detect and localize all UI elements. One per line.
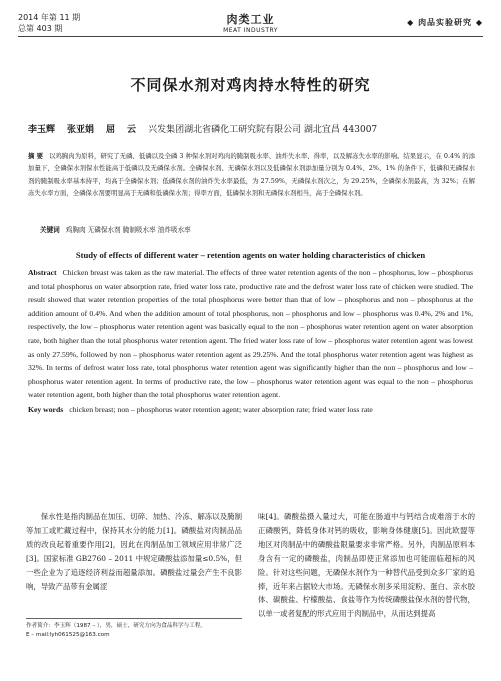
paper-title-en: Study of effects of different water – retention agents on water holding characteristics of chicken [75, 250, 426, 260]
body-paragraph-left: 保水性是指肉制品在加压、切碎、加热、冷冻、解冻以及腌制等加工或贮藏过程中，保持其水分的能力[1]。磷酸盐对肉制品品质的改良起着重要作用[2]，因此在肉制品加工领域应用非常广泛[3]。国家标准 GB2760 – 2011 中规定磷酸盐添加量≤0.5%，但一些企业为了追逐经济利益而超量添加。磷酸盐过量会产生不良影响，导致产品带有金属涩 [26, 512, 242, 591]
author-1: 李玉辉 [28, 125, 56, 135]
abstract-en-label: Abstract [28, 268, 57, 277]
issue-number: 2014 年第 11 期 [18, 13, 81, 22]
abstract-cn-text: 以鸡胸肉为原料，研究了无磷、低磷以及全磷 3 种保水剂对鸡肉的腌制吸水率、油炸失水率、得率，以及解冻失水率的影响。结果显示，在 0.4% 的添加量下，全磷保水剂保水性能高于低磷以及无磷保水剂。全磷保水剂、无磷保水剂以及低磷保水剂添加量分别为 0.4%、2%、1% 的条件下，低磷和无磷保水剂的腌制吸水率基本持平，均高于全磷保水剂；低磷保水剂的油炸失水率最低，为 27.59%，无磷保水剂次之，为 29.25%，全磷保水剂最高，为 32%；在解冻失水率方面，全磷保水剂要明显高于无磷和低磷保水剂；得率方面，低磷保水剂和无磷保水剂相当，高于全磷保水剂。 [28, 152, 475, 197]
running-header [14, 12, 487, 38]
author-2: 张亚娟 [67, 125, 95, 135]
keywords-cn-text: 鸡胸肉 无磷保水剂 腌制吸水率 油炸吸水率 [65, 226, 191, 234]
keywords-en-label: Key words [28, 404, 64, 414]
total-issue-number: 总第 403 期 [18, 24, 63, 33]
author-3b: 云 [127, 125, 137, 135]
keywords-en-text: chicken breast; non – phosphorus water retention agent; water absorption rate; fried water loss rate [69, 404, 373, 414]
header-divider [18, 36, 483, 37]
author-footnote: 作者简介：李玉辉（1987 – ），男，硕士，研究方向为食品科学与工程。 E – mail:lyh061525@163.com [26, 618, 242, 640]
abstract-en [28, 266, 473, 417]
section-label: ◆ 肉品实验研究 ◆ [407, 18, 483, 27]
author-3a: 屈 [106, 125, 116, 135]
body-column-left [26, 510, 242, 593]
keywords-en [28, 403, 473, 417]
body-paragraph-right: 味[4]。磷酸盐摄入量过大，可能在肠道中与钙结合成难溶于水的正磷酸钙，降低身体对钙的吸收，影响身体健康[5]。因此欧盟等地区对肉制品中的磷酸盐限量要求非常严格。另外，肉制品原料本身含有一定的磷酸盐，肉制品即使正常添加也可能面临超标的风险。针对这些问题，无磷保水剂作为一种替代品受到众多厂家的追捧，近年来占据较大市场。无磷保水剂多采用淀粉、蛋白、亲水胶体、碳酸盐、柠檬酸盐、食盐等作为传统磷酸盐保水剂的替代物，以单一或者复配的形式应用于肉制品中，从而达到提高 [258, 512, 475, 619]
keywords-cn [40, 224, 191, 234]
author-line [28, 122, 473, 135]
journal-name-en: MEAT INDUSTRY [223, 27, 278, 34]
abstract-cn [28, 150, 475, 199]
abstract-cn-label: 摘 要 [28, 152, 44, 160]
journal-name-cn: 肉类工业 [226, 13, 275, 26]
body-column-right [258, 510, 475, 621]
keywords-cn-label: 关键词 [40, 226, 60, 234]
paper-title: 不同保水剂对鸡肉持水特性的研究 [130, 76, 371, 94]
abstract-en-text: Chicken breast was taken as the raw material. The effects of three water retention agents of the non – phosphorus, low – phosphorus and total phosphorus on water absorption rate, fried water loss rate, productive rate and the defrost water loss rate of chicken were studied. The result showed that water retention properties of the total phosphorus were better than that of low – phosphorus and non – phosphorus at the addition amount of 0.4%. And when the addition amount of total phosphorus, non – phosphorus and low – phosphorus was 0.4%, 2% and 1%, respectively, the low – phosphorus water retention agent was basically equal to the non – phosphorus water retention agent on water absorption rate, both higher than the total phosphorus water retention agent. The fried water loss rate of low – phosphorus water retention agent was lowest as only 27.59%, followed by non – phosphorus water retention agent as 29.25%. And the total phosphorus water retention agent was highest as 32%. In terms of defrost water loss rate, total phosphorus water retention agent was significantly higher than the non – phosphorus and low – phosphorus water retention agent. In terms of productive rate, the low – phosphorus water retention agent was equal to the non – phosphorus water retention agent, both higher than the total phosphorus water retention agent. [28, 268, 473, 400]
affiliation: 兴发集团湖北省磷化工研究院有限公司 湖北宜昌 443007 [148, 125, 378, 135]
